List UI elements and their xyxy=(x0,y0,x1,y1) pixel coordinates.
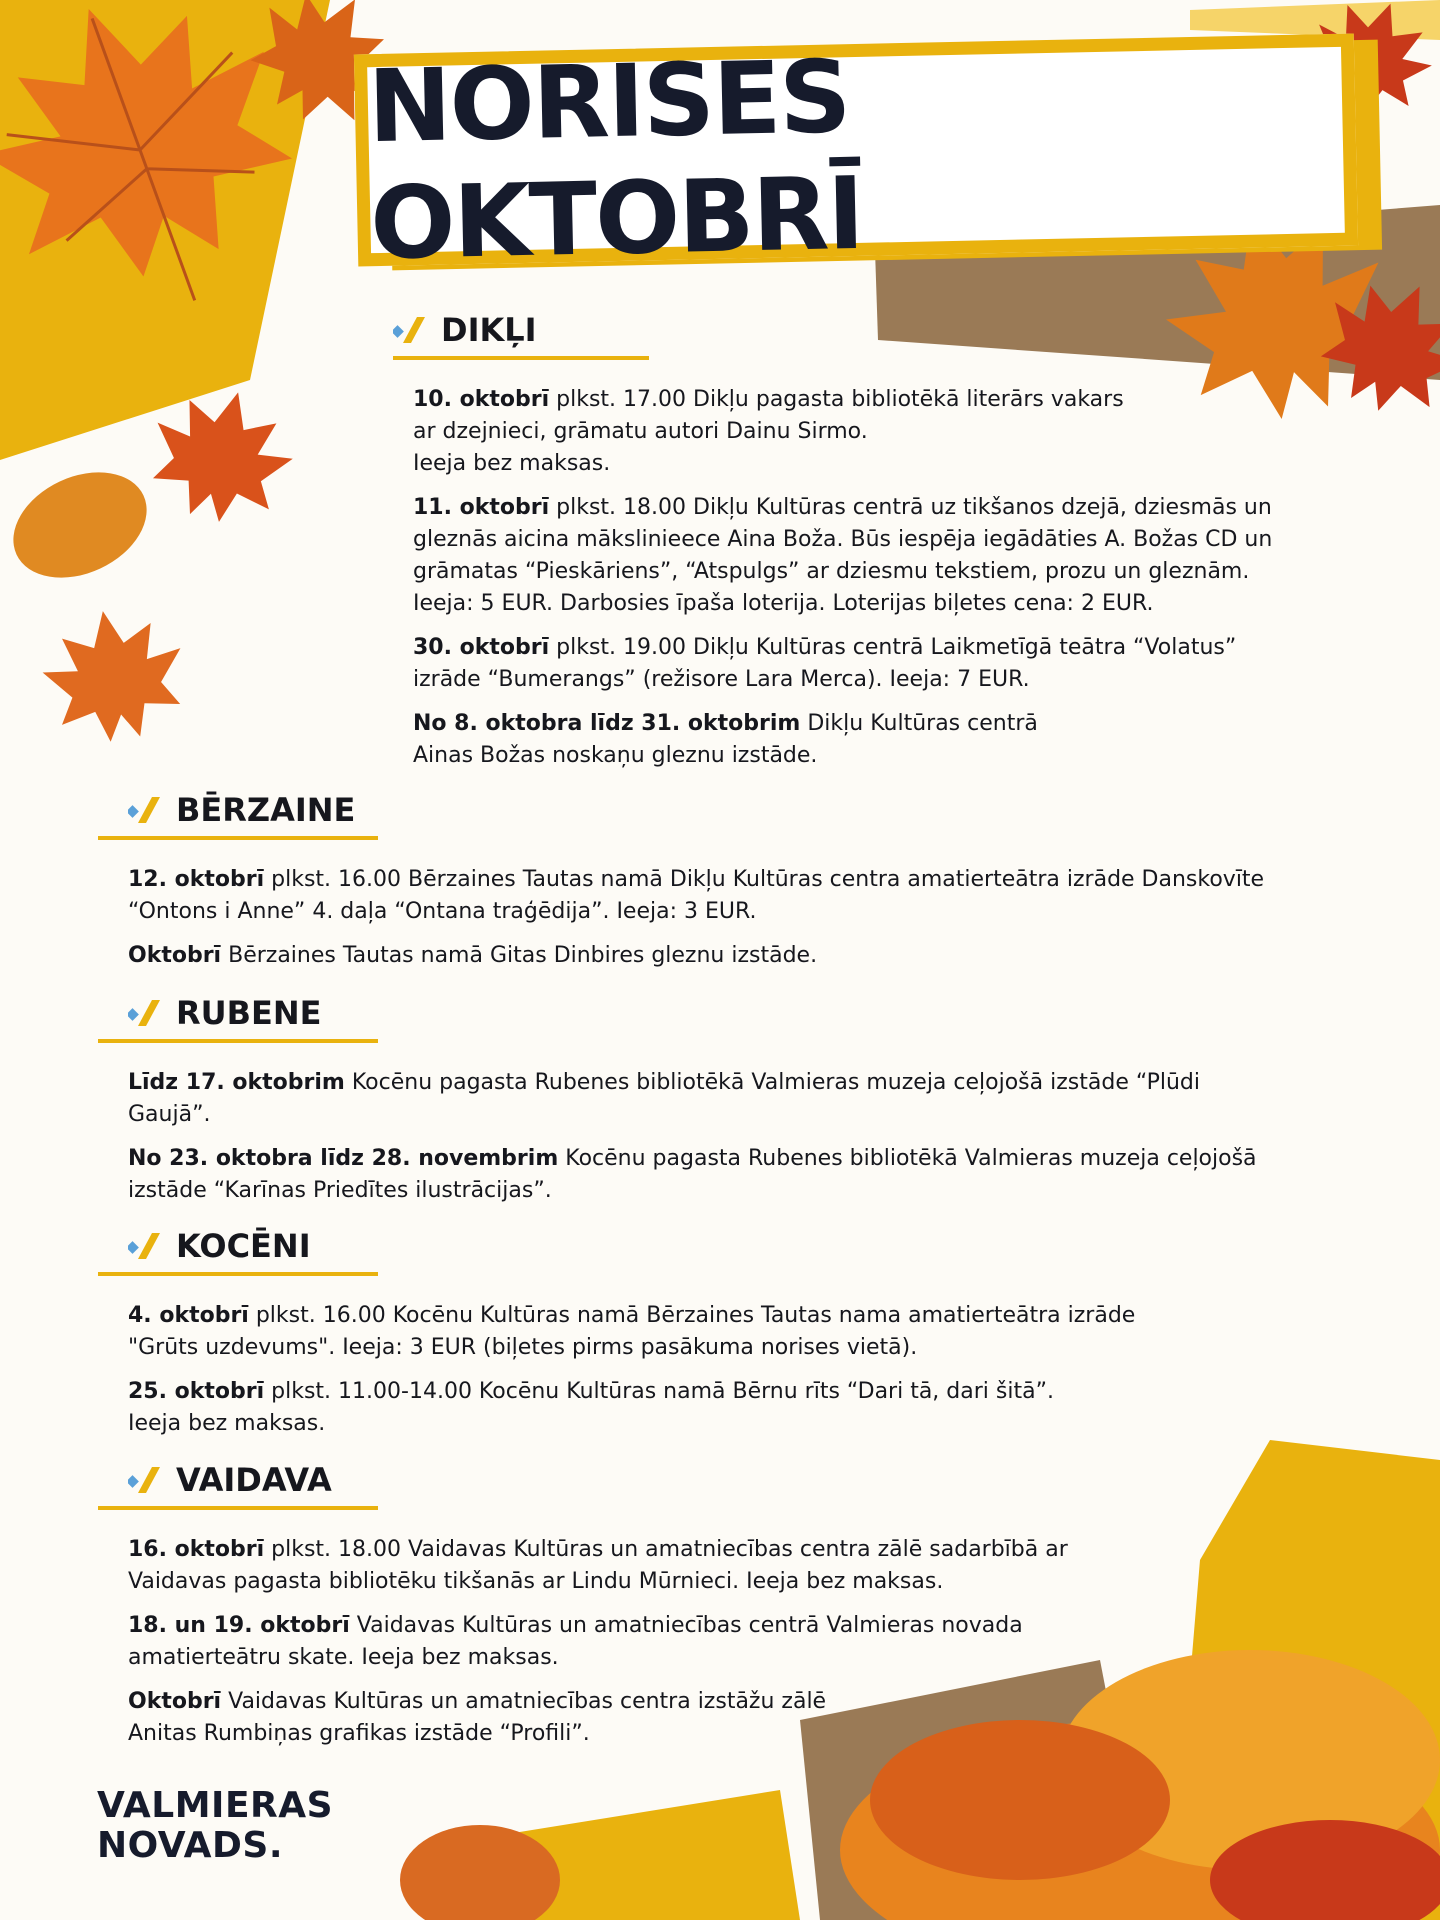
section-title: BĒRZAINE xyxy=(176,791,356,829)
section-rubene xyxy=(98,993,1318,1219)
event-item: 12. oktobrī plkst. 16.00 Bērzaines Tautas namā Dikļu Kultūras centra amatierteātra izrāde Danskovīte “Ontons i Anne” 4. daļa “Ontana traģēdija”. Ieeja: 3 EUR. xyxy=(128,867,1265,924)
section-title: VAIDAVA xyxy=(176,1461,332,1499)
title-banner xyxy=(354,34,1358,283)
section-title: RUBENE xyxy=(176,994,322,1032)
section-underline xyxy=(98,836,378,840)
section-berzaine xyxy=(98,790,1318,984)
section-underline xyxy=(393,356,649,360)
event-item: 10. oktobrī plkst. 17.00 Dikļu pagasta bibliotēkā literārs vakars ar dzejnieci, grāmatu autori Dainu Sirmo. Ieeja bez maksas. xyxy=(413,387,1124,476)
section-underline xyxy=(98,1272,378,1276)
event-item: 4. oktobrī plkst. 16.00 Kocēnu Kultūras namā Bērzaines Tautas nama amatierteātra izrāde "Grūts uzdevums". Ieeja: 3 EUR (biļetes pirms pasākuma norises vietā). xyxy=(128,1303,1136,1360)
event-item: 18. un 19. oktobrī Vaidavas Kultūras un amatniecības centrā Valmieras novada amatierteātru skate. Ieeja bez maksas. xyxy=(128,1613,1023,1670)
page-title: NORISES OKTOBRĪ xyxy=(366,38,864,283)
logo-dot: . xyxy=(268,1825,284,1866)
event-item: Oktobrī Bērzaines Tautas namā Gitas Dinbires gleznu izstāde. xyxy=(128,943,818,968)
section-title: KOCĒNI xyxy=(176,1227,311,1265)
section-title: DIKĻI xyxy=(441,311,537,349)
event-item: Oktobrī Vaidavas Kultūras un amatniecības centra izstāžu zālē Anitas Rumbiņas grafikas izstāde “Profili”. xyxy=(128,1689,827,1746)
pencil-check-icon xyxy=(393,315,431,345)
event-item: 16. oktobrī plkst. 18.00 Vaidavas Kultūras un amatniecības centra zālē sadarbībā ar Vaidavas pagasta bibliotēku tikšanās ar Lindu Mūrnieci. Ieeja bez maksas. xyxy=(128,1537,1068,1594)
event-item: 11. oktobrī plkst. 18.00 Dikļu Kultūras centrā uz tikšanos dzejā, dziesmās un gleznās aicina mākslinieece Aina Boža. Būs iespēja iegādāties A. Božas CD un grāmatas “Pieskāriens”, “Atspulgs” ar dziesmu tekstiem, prozu un gleznām. Ieeja: 5 EUR. Darbosies īpaša loterija. Loterijas biļetes cena: 2 EUR. xyxy=(413,495,1273,616)
section-koceni xyxy=(98,1226,1318,1452)
logo-line2: NOVADS xyxy=(97,1825,269,1866)
section-underline xyxy=(98,1506,378,1510)
event-item: Līdz 17. oktobrim Kocēnu pagasta Rubenes bibliotēkā Valmieras muzeja ceļojošā izstāde “Plūdi Gaujā”. xyxy=(128,1070,1200,1127)
pencil-check-icon xyxy=(128,1465,166,1495)
pencil-check-icon xyxy=(128,998,166,1028)
section-dikli xyxy=(393,310,1293,784)
event-item: No 23. oktobra līdz 28. novembrim Kocēnu pagasta Rubenes bibliotēkā Valmieras muzeja ceļojošā izstāde “Karīnas Priedītes ilustrācijas”. xyxy=(128,1146,1257,1203)
section-underline xyxy=(98,1039,378,1043)
section-vaidava xyxy=(98,1460,1198,1762)
event-item: 30. oktobrī plkst. 19.00 Dikļu Kultūras centrā Laikmetīgā teātra “Volatus” izrāde “Bumerangs” (režisore Lara Merca). Ieeja: 7 EUR. xyxy=(413,635,1237,692)
event-item: No 8. oktobra līdz 31. oktobrim Dikļu Kultūras centrā Ainas Božas noskaņu gleznu izstāde. xyxy=(413,711,1038,768)
pencil-check-icon xyxy=(128,1231,166,1261)
valmieras-novads-logo xyxy=(97,1786,333,1866)
event-item: 25. oktobrī plkst. 11.00-14.00 Kocēnu Kultūras namā Bērnu rīts “Dari tā, dari šitā”. Ieeja bez maksas. xyxy=(128,1379,1054,1436)
pencil-check-icon xyxy=(128,795,166,825)
logo-line1: VALMIERAS xyxy=(97,1785,334,1826)
